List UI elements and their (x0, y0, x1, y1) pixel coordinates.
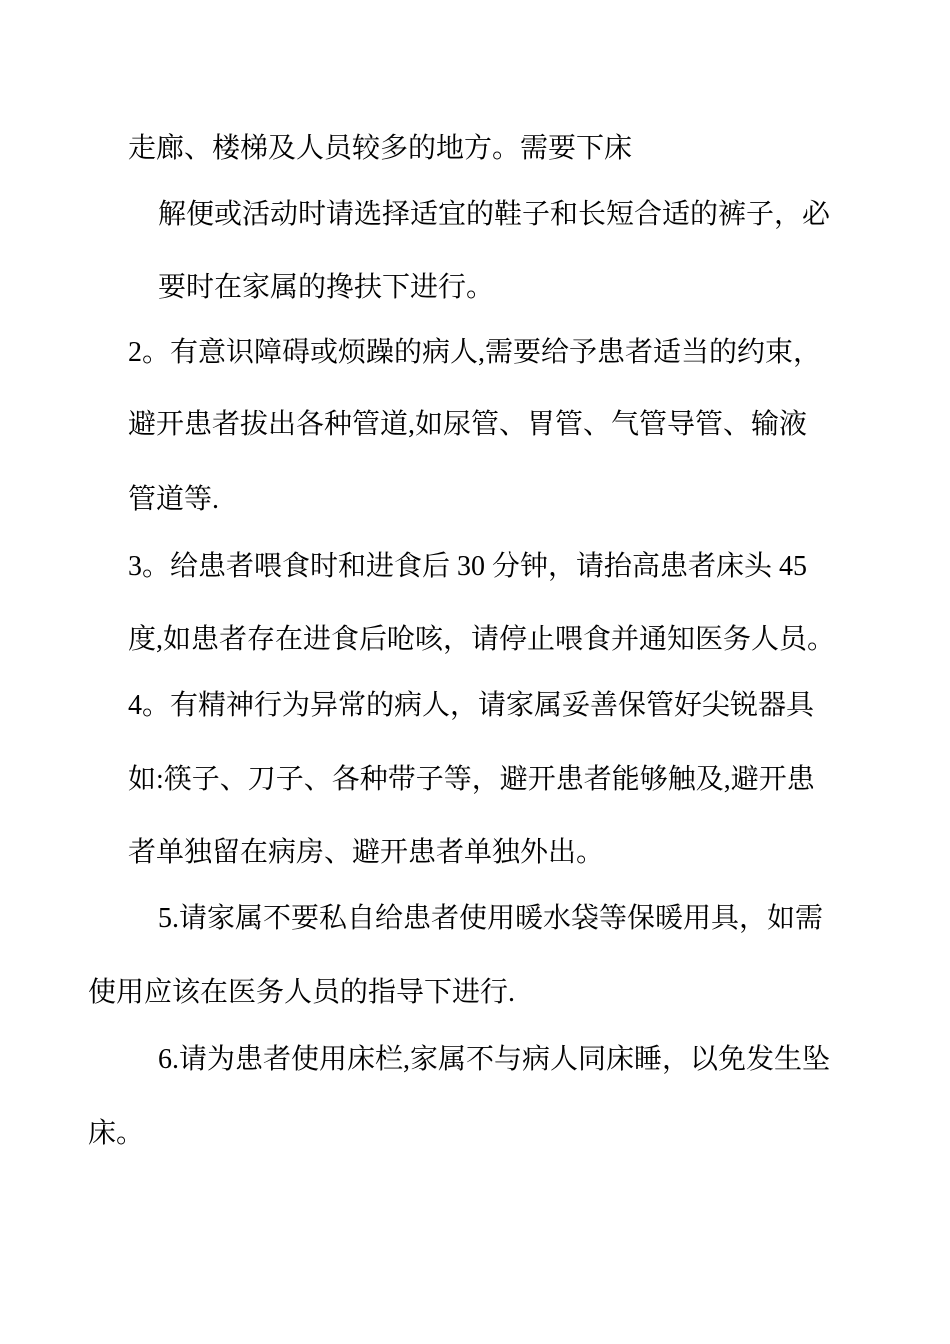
paragraph-line: 管道等. (128, 484, 220, 515)
paragraph-line: 要时在家属的搀扶下进行。 (158, 272, 495, 303)
paragraph-line: 走廊、楼梯及人员较多的地方。需要下床 (128, 133, 633, 164)
paragraph-line: 度,如患者存在进食后呛咳，请停止喂食并通知医务人员。 (128, 624, 836, 655)
paragraph-line: 解便或活动时请选择适宜的鞋子和长短合适的裤子，必 (158, 199, 831, 230)
paragraph-line: 5.请家属不要私自给患者使用暖水袋等保暖用具，如需 (158, 903, 824, 934)
paragraph-line: 如:筷子、刀子、各种带子等，避开患者能够触及,避开患 (128, 764, 815, 795)
paragraph-line: 3。给患者喂食时和进食后 30 分钟，请抬高患者床头 45 (128, 551, 808, 582)
paragraph-line: 使用应该在医务人员的指导下进行. (88, 977, 516, 1008)
paragraph-line: 6.请为患者使用床栏,家属不与病人同床睡，以免发生坠 (158, 1044, 831, 1075)
paragraph-line: 者单独留在病房、避开患者单独外出。 (128, 837, 605, 868)
paragraph-line: 4。有精神行为异常的病人，请家属妥善保管好尖锐器具 (128, 690, 815, 721)
paragraph-line: 避开患者拔出各种管道,如尿管、胃管、气管导管、输液 (128, 409, 808, 440)
paragraph-line: 床。 (88, 1118, 145, 1149)
paragraph-line: 2。有意识障碍或烦躁的病人,需要给予患者适当的约束， (128, 337, 822, 368)
